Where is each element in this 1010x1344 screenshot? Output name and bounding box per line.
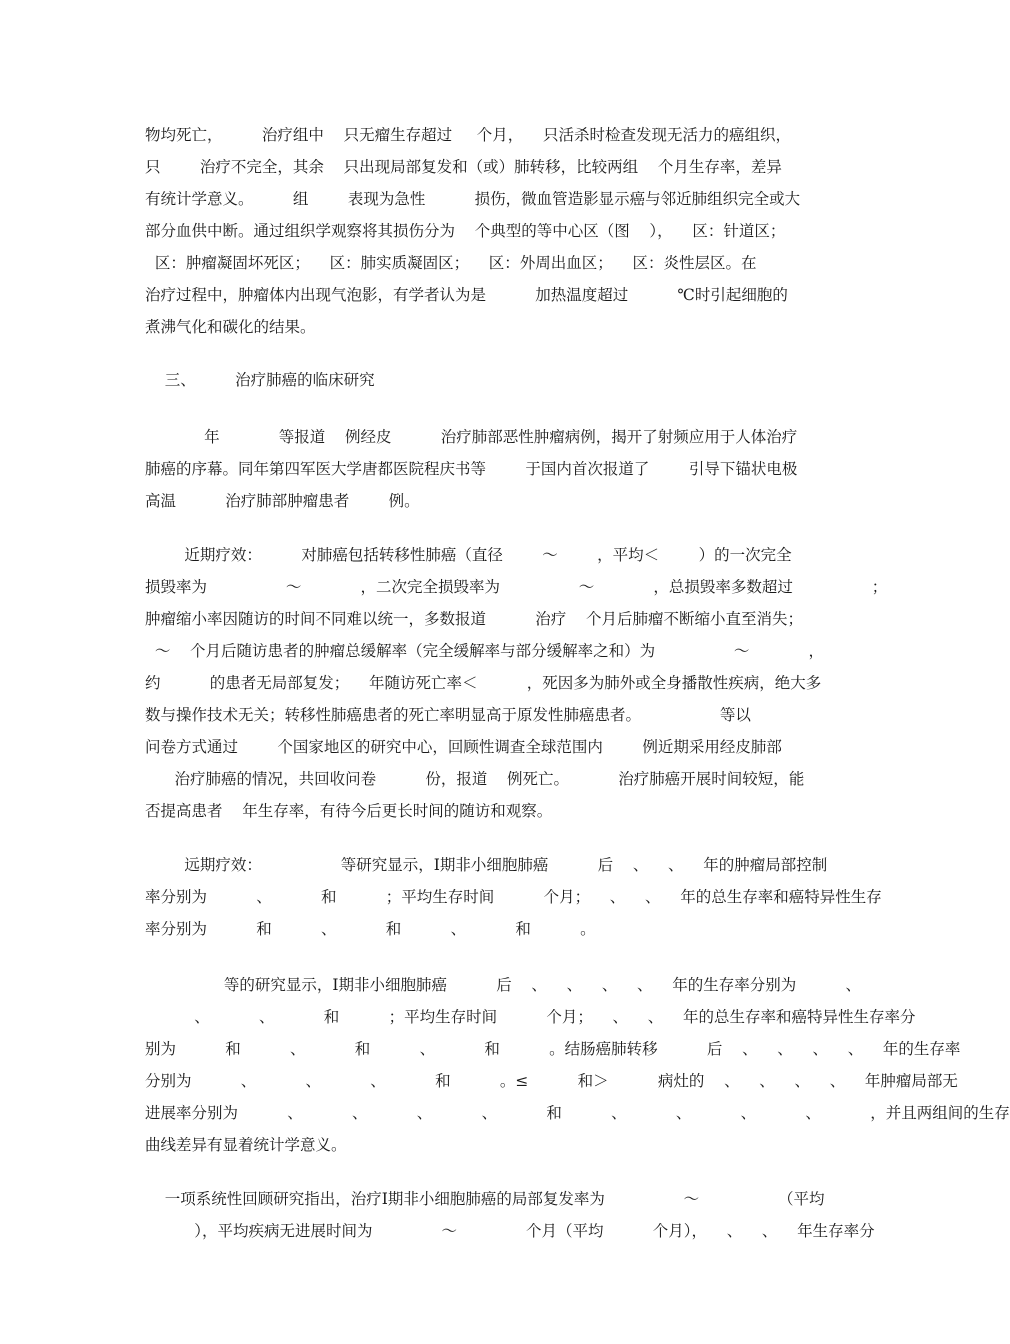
paragraph-line: ），平均疾病无进展时间为 ～ 个月（平均 个月）， 、 、 年生存率分 bbox=[145, 1222, 875, 1240]
paragraph-line: 否提高患者 年生存率，有待今后更长时间的随访和观察。 bbox=[145, 802, 553, 820]
paragraph-line: 近期疗效： 对肺癌包括转移性肺癌（直径 ～ ，平均＜ ）的一次完全 bbox=[145, 546, 792, 564]
paragraph-line: 物均死亡， 治疗组中 只无瘤生存超过 个月， 只活杀时检查发现无活力的癌组织， bbox=[145, 126, 791, 144]
paragraph-line: 治疗过程中，肿瘤体内出现气泡影，有学者认为是 加热温度超过 ℃时引起细胞的 bbox=[145, 286, 788, 304]
paragraph-line: 一项系统性回顾研究指出，治疗Ⅰ期非小细胞肺癌的局部复发率为 ～ （平均 bbox=[145, 1190, 825, 1208]
paragraph-line: 问卷方式通过 个国家地区的研究中心，回顾性调查全球范围内 例近期采用经皮肺部 bbox=[145, 738, 782, 756]
paragraph-line: 、 、 和 ；平均生存时间 个月； 、 、 年的总生存率和癌特异性生存率分 bbox=[145, 1008, 916, 1026]
section-heading: 三、 治疗肺癌的临床研究 bbox=[145, 371, 375, 389]
paragraph-line: 率分别为 、 和 ；平均生存时间 个月； 、 、 年的总生存率和癌特异性生存 bbox=[145, 888, 882, 906]
paragraph-line: 率分别为 和 、 和 、 和 。 bbox=[145, 920, 596, 938]
paragraph-line: 等的研究显示，Ⅰ期非小细胞肺癌 后 、 、 、 、 年的生存率分别为 、 bbox=[145, 976, 862, 994]
paragraph-line: ～ 个月后随访患者的肿瘤总缓解率（完全缓解率与部分缓解率之和）为 ～ ， bbox=[145, 642, 825, 660]
paragraph-line: 只 治疗不完全，其余 只出现局部复发和（或）肺转移，比较两组 个月生存率，差异 bbox=[145, 158, 782, 176]
paragraph-line: 年 等报道 例经皮 治疗肺部恶性肿瘤病例，揭开了射频应用于人体治疗 bbox=[145, 428, 798, 446]
paragraph-line: 高温 治疗肺部肿瘤患者 例。 bbox=[145, 492, 420, 510]
paragraph-line: 区：肿瘤凝固坏死区； 区：肺实质凝固区； 区：外周出血区； 区：炎性层区。在 bbox=[145, 254, 757, 272]
paragraph-line: 数与操作技术无关；转移性肺癌患者的死亡率明显高于原发性肺癌患者。 等以 bbox=[145, 706, 751, 724]
paragraph-line: 进展率分别为 、 、 、 、 和 、 、 、 、 ，并且两组间的生存 bbox=[145, 1104, 1010, 1122]
paragraph-line: 治疗肺癌的情况，共回收问卷 份，报道 例死亡。 治疗肺癌开展时间较短，能 bbox=[145, 770, 805, 788]
paragraph-line: 曲线差异有显着统计学意义。 bbox=[145, 1136, 347, 1154]
paragraph-line: 部分血供中断。通过组织学观察将其损伤分为 个典型的等中心区（图 ）， 区：针道区； bbox=[145, 222, 786, 240]
paragraph-line: 约 的患者无局部复发； 年随访死亡率＜ ，死因多为肺外或全身播散性疾病，绝大多 bbox=[145, 674, 822, 692]
paragraph-line: 肿瘤缩小率因随访的时间不同难以统一，多数报道 治疗 个月后肺瘤不断缩小直至消失； bbox=[145, 610, 803, 628]
paragraph-line: 有统计学意义。 组 表现为急性 损伤，微血管造影显示癌与邻近肺组织完全或大 bbox=[145, 190, 801, 208]
paragraph-line: 远期疗效： 等研究显示，Ⅰ期非小细胞肺癌 后 、 、 年的肿瘤局部控制 bbox=[145, 856, 828, 874]
paragraph-line: 别为 和 、 和 、 和 。结肠癌肺转移 后 、 、 、 、 年的生存率 bbox=[145, 1040, 961, 1058]
paragraph-line: 煮沸气化和碳化的结果。 bbox=[145, 318, 316, 336]
paragraph-line: 损毁率为 ～ ，二次完全损毁率为 ～ ，总损毁率多数超过 ； bbox=[145, 578, 888, 596]
paragraph-line: 分别为 、 、 、 和 。≤ 和＞ 病灶的 、 、 、 、 年肿瘤局部无 bbox=[145, 1072, 958, 1090]
paragraph-line: 肺癌的序幕。同年第四军医大学唐都医院程庆书等 于国内首次报道了 引导下锚状电极 bbox=[145, 460, 798, 478]
